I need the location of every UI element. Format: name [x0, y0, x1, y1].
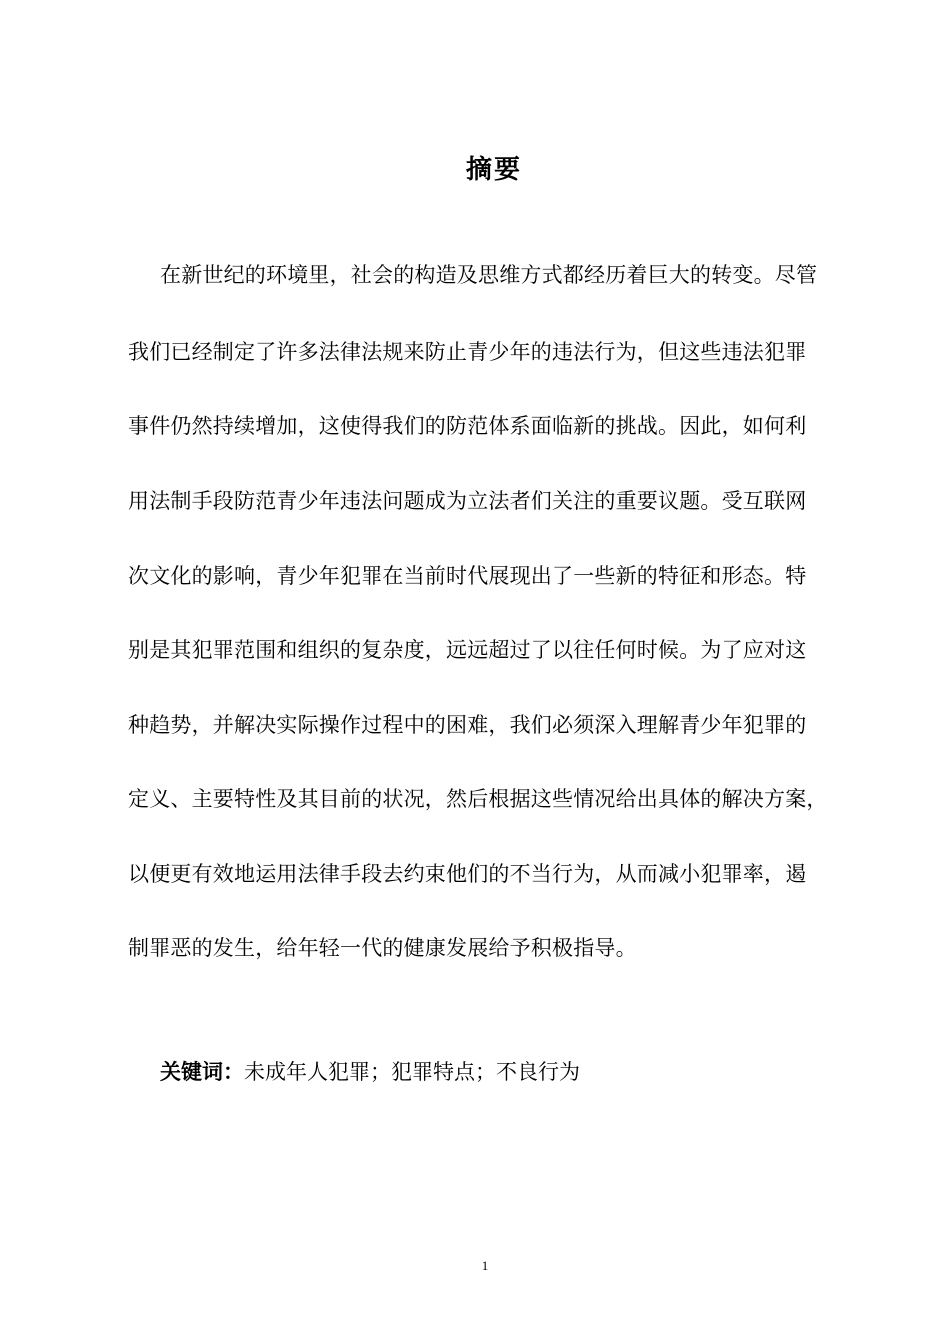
abstract-line: 种趋势，并解决实际操作过程中的困难，我们必须深入理解青少年犯罪的 — [128, 713, 807, 737]
abstract-line: 制罪恶的发生，给年轻一代的健康发展给予积极指导。 — [128, 936, 637, 960]
abstract-line: 次文化的影响，青少年犯罪在当前时代展现出了一些新的特征和形态。特 — [128, 564, 807, 588]
keywords-line — [160, 1057, 580, 1087]
abstract-line: 定义、主要特性及其目前的状况，然后根据这些情况给出具体的解决方案， — [128, 787, 828, 811]
abstract-line: 别是其犯罪范围和组织的复杂度，远远超过了以往任何时候。为了应对这 — [128, 638, 807, 662]
abstract-line: 事件仍然持续增加，这使得我们的防范体系面临新的挑战。因此，如何利 — [128, 414, 807, 438]
keywords-text: 未成年人犯罪；犯罪特点；不良行为 — [244, 1060, 580, 1084]
keywords-label: 关键词： — [160, 1060, 244, 1084]
abstract-line: 在新世纪的环境里，社会的构造及思维方式都经历着巨大的转变。尽管 — [160, 263, 818, 287]
page-number: 1 — [481, 1258, 489, 1273]
abstract-line: 我们已经制定了许多法律法规来防止青少年的违法行为，但这些违法犯罪 — [128, 340, 807, 364]
abstract-line: 以便更有效地运用法律手段去约束他们的不当行为，从而减小犯罪率，遏 — [128, 862, 807, 886]
page-title: 摘要 — [465, 155, 522, 185]
abstract-line: 用法制手段防范青少年违法问题成为立法者们关注的重要议题。受互联网 — [128, 489, 807, 513]
